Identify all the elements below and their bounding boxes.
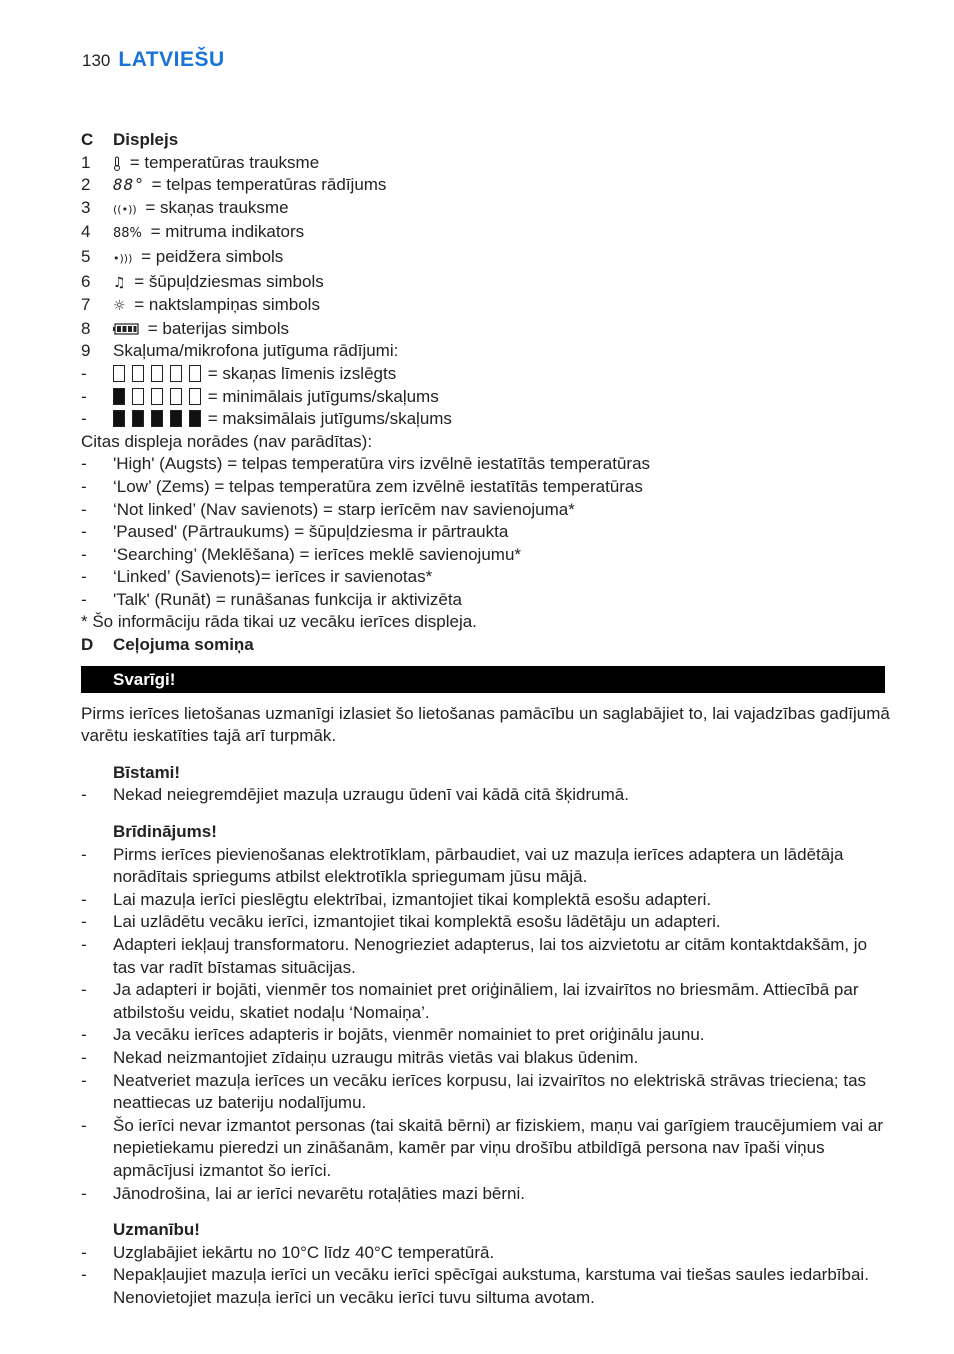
warning-item: - Lai mazuļa ierīci pieslēgtu elektrībai, izmantojiet tikai komplektā esošu adapteri. [81,889,712,909]
warning-item: - Adapteri iekļauj transformatoru. Nenogrieziet adapterus, lai tos aizvietotu ar citām kontaktdakšām, jo tas var radīt bīstamas situācijas. [81,935,868,977]
display-item: 1 = temperatūras trauksme [81,152,320,172]
section-c-title: Displejs [113,130,179,149]
display-item: 5 •))) = peidžera simbols [81,246,284,266]
caution-heading: Uzmanību! [113,1220,200,1240]
display-item: 2 88° = telpas temperatūras rādījums [81,175,387,195]
display-item: 8 = baterijas simbols [81,318,289,338]
page-content [81,129,891,1310]
level-segment [113,365,125,382]
warning-item: - Ja vecāku ierīces adapteris ir bojāts, vienmēr nomainiet to pret oriģinālu jaunu. [81,1025,705,1045]
caution-item: - Nepakļaujiet mazuļa ierīci un vecāku ierīci spēcīgai aukstuma, karstuma vai tiešas saules iedarbībai. Nenovietojiet mazuļa ierīci un vecāku ierīci tuvu siltuma avotam. [81,1265,869,1307]
warning-item: - Šo ierīci nevar izmantot personas (tai skaitā bērni) ar fiziskiem, maņu vai garīgiem traucējumiem vai ar nepietiekamu pieredzi un zināšanām, kamēr par viņu drošību atbildīgā persona nav īpaši viņus apmācījusi izmantot šo ierīci. [81,1115,884,1180]
level-indicator-icon [113,409,203,428]
level-segment [189,388,201,405]
music-note-icon: ♫ [113,274,126,291]
level-segment [170,410,182,427]
other-indication: - ‘Low’ (Zems) = telpas temperatūra zem izvēlnē iestatītās temperatūras [81,476,643,496]
level-segment [132,365,144,382]
section-d-title: Ceļojuma somiņa [113,635,254,655]
level-segment [132,388,144,405]
warning-item: - Nekad neizmantojiet zīdaiņu uzraugu mitrās vietās vai blakus ūdenim. [81,1047,639,1067]
section-d-heading: D Ceļojuma somiņa [81,634,891,657]
footnote: * Šo informāciju rāda tikai uz vecāku ierīces displeja. [81,612,477,632]
level-segment [151,410,163,427]
other-indication: - ‘Searching’ (Meklēšana) = ierīces meklē savienojumu* [81,544,522,564]
danger-item: - Nekad neiegremdējiet mazuļa uzraugu ūdenī vai kādā citā šķidrumā. [81,785,629,805]
warning-item: - Ja adapteri ir bojāti, vienmēr tos nomainiet pret oriģināliem, lai izvairītos no briesmām. Attiecībā par atbilstošu veidu, skatiet nodaļu ‘Nomaiņa’. [81,980,859,1022]
level-indicator-icon [113,364,203,383]
danger-heading: Bīstami! [113,762,181,782]
important-heading-bar: Svarīgi! [81,666,885,693]
level-segment [113,388,125,405]
sound-alarm-icon: ((•)) [113,202,137,216]
level-item: - = skaņas līmenis izslēgts [81,363,397,383]
page-header [82,48,225,72]
other-indications-title: Citas displeja norādes (nav parādītas): [81,431,373,451]
level-segment [113,410,125,427]
important-intro: Pirms ierīces lietošanas uzmanīgi izlasiet šo lietošanas pamācību un saglabājiet to, lai vajadzības gadījumā varētu ieskatīties tajā arī turpmāk. [81,703,890,746]
level-item: - = minimālais jutīgums/skaļums [81,386,439,406]
other-indication: - ‘Not linked’ (Nav savienots) = starp ierīcēm nav savienojuma* [81,499,575,519]
thermometer-icon [113,156,121,171]
pager-icon: •))) [113,251,133,265]
level-indicator-icon [113,387,203,406]
level-segment [170,365,182,382]
warning-item: - Neatveriet mazuļa ierīces un vecāku ierīces korpusu, lai izvairītos no elektriskā strāvas trieciena; tas neattiecas uz bateriju nodalījumu. [81,1070,867,1113]
display-item: 6 ♫ = šūpuļdziesmas simbols [81,271,324,291]
level-segment [189,365,201,382]
other-indication: - 'Talk' (Runāt) = runāšanas funkcija ir aktivizēta [81,589,463,609]
temperature-digits-icon: 88° [113,175,145,195]
page-number: 130 [82,51,111,70]
nightlight-icon: ☼ [113,298,126,315]
battery-icon [113,323,139,335]
warning-item: - Lai uzlādētu vecāku ierīci, izmantojiet tikai komplektā esošu lādētāju un adapteri. [81,912,721,932]
warning-item: - Jānodrošina, lai ar ierīci nevarētu rotaļāties mazi bērni. [81,1183,525,1203]
other-indication: - 'High' (Augsts) = telpas temperatūra virs izvēlnē iestatītās temperatūras [81,454,651,474]
caution-item: - Uzglabājiet iekārtu no 10°C līdz 40°C temperatūrā. [81,1242,495,1262]
warning-item: - Pirms ierīces pievienošanas elektrotīklam, pārbaudiet, vai uz mazuļa ierīces adaptera un lādētāja norādītais spriegums atbilst elektrotīkla spriegumam jūsu mājā. [81,844,844,887]
level-item: - = maksimālais jutīgums/skaļums [81,409,452,429]
language-title: LATVIEŠU [118,48,225,71]
display-item: 9 Skaļuma/mikrofona jutīguma rādījumi: [81,341,399,361]
other-indication: - 'Paused' (Pārtraukums) = šūpuļdziesma ir pārtraukta [81,522,509,542]
level-segment [170,388,182,405]
warning-heading: Brīdinājums! [113,822,217,842]
display-item: 4 88% = mitruma indikators [81,222,305,242]
humidity-icon: 88% [113,226,142,242]
section-c-heading: C Displejs [81,129,891,152]
level-segment [151,388,163,405]
level-segment [189,410,201,427]
other-indication: - ‘Linked’ (Savienots)= ierīces ir savienotas* [81,567,433,587]
level-segment [132,410,144,427]
level-segment [151,365,163,382]
display-item: 3 ((•)) = skaņas trauksme [81,197,289,217]
display-item: 7 ☼ = naktslampiņas simbols [81,295,320,315]
